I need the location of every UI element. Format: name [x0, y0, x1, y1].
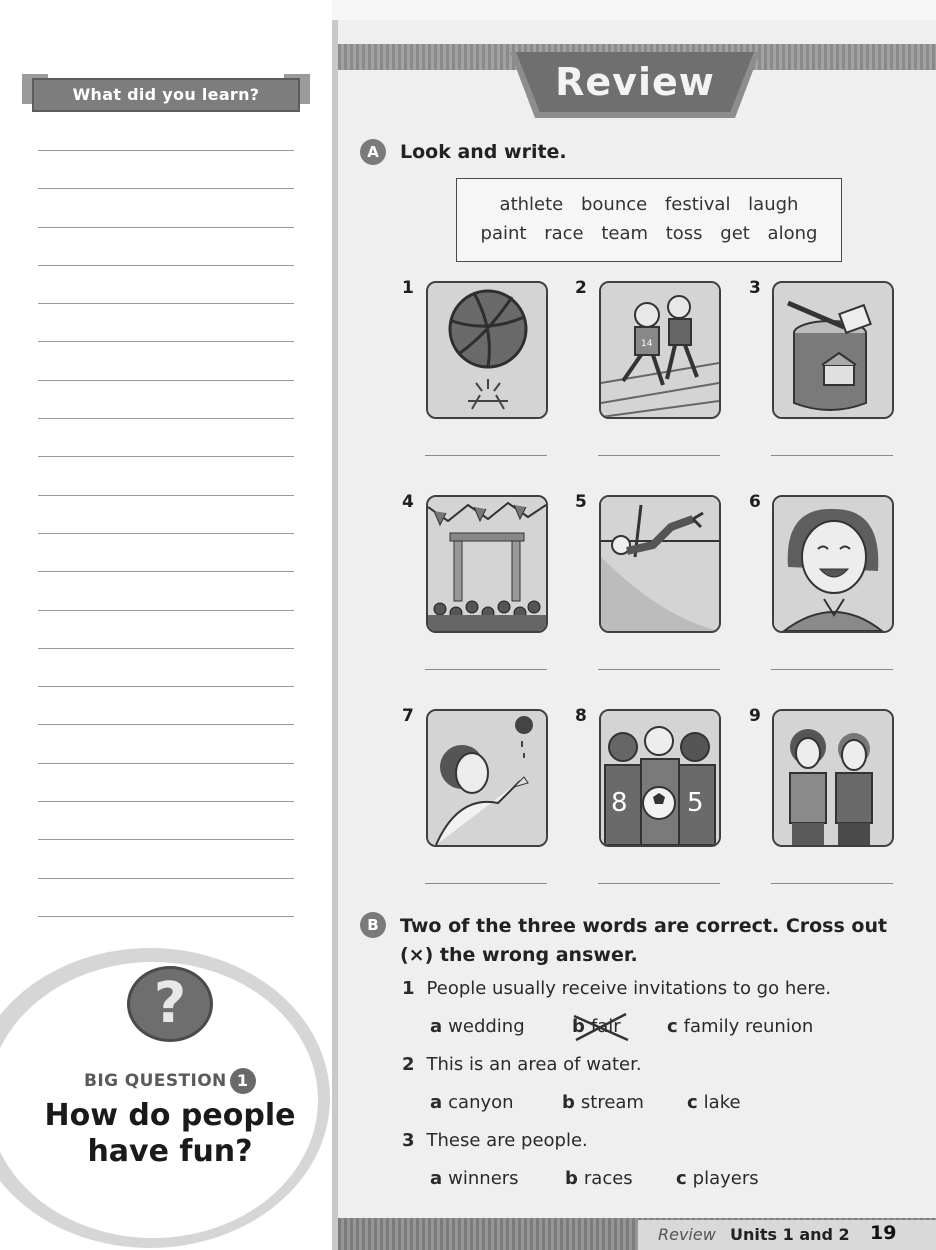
friends-get-along-icon [772, 709, 894, 847]
writing-line[interactable] [38, 342, 294, 380]
review-banner [510, 52, 760, 118]
big-question-label [84, 1068, 256, 1094]
svg-text:8: 8 [611, 788, 628, 818]
answer-line[interactable] [598, 669, 720, 670]
answer-line[interactable] [598, 455, 720, 456]
section-a-heading [360, 139, 567, 165]
question-text: People usually receive invitations to go here. [426, 978, 832, 999]
picture-number: 1 [402, 278, 414, 298]
festival-icon [426, 495, 548, 633]
question-text: This is an area of water. [426, 1054, 642, 1075]
svg-text:14: 14 [641, 339, 653, 349]
girl-toss-ball-icon [426, 709, 548, 847]
picture-number: 7 [402, 706, 414, 726]
footer-units: Units 1 and 2 [730, 1225, 850, 1244]
girls-race-icon [599, 281, 721, 419]
writing-line[interactable] [38, 496, 294, 534]
big-question-label-text: BIG QUESTION [84, 1071, 227, 1091]
option-2b[interactable] [562, 1092, 644, 1113]
page-number: 19 [870, 1222, 897, 1244]
question-mark-icon: ? [127, 966, 213, 1042]
question-number: 1 [402, 978, 415, 999]
word-bank [456, 178, 842, 262]
picture-number: 3 [749, 278, 761, 298]
writing-line[interactable] [38, 151, 294, 189]
section-a-title: Look and write. [400, 141, 567, 163]
option-letter: a [430, 1092, 443, 1113]
writing-line[interactable] [38, 419, 294, 457]
picture-number: 9 [749, 706, 761, 726]
option-text: players [692, 1168, 759, 1189]
section-b-badge: B [360, 912, 386, 938]
soccer-team-icon [599, 709, 721, 847]
option-3c[interactable] [676, 1168, 759, 1189]
svg-text:5: 5 [687, 788, 704, 818]
writing-line[interactable] [38, 228, 294, 266]
section-a-badge: A [360, 139, 386, 165]
option-text: stream [580, 1092, 644, 1113]
picture-number: 4 [402, 492, 414, 512]
big-question-number: 1 [230, 1068, 256, 1094]
writing-line[interactable] [38, 304, 294, 342]
option-letter: b [572, 1016, 585, 1037]
option-1a[interactable] [430, 1016, 525, 1037]
section-b-heading [360, 912, 890, 970]
option-1c[interactable] [667, 1016, 813, 1037]
writing-line[interactable] [38, 189, 294, 227]
basketball-bounce-icon [426, 281, 548, 419]
option-3b[interactable] [565, 1168, 633, 1189]
answer-line[interactable] [425, 669, 547, 670]
writing-line[interactable] [38, 764, 294, 802]
writing-line[interactable] [38, 879, 294, 917]
option-letter: c [687, 1092, 698, 1113]
answer-line[interactable] [425, 455, 547, 456]
option-letter: a [430, 1168, 443, 1189]
writing-line[interactable] [38, 266, 294, 304]
option-letter: b [562, 1092, 575, 1113]
crossed-option [572, 1016, 621, 1037]
option-letter: c [667, 1016, 678, 1037]
writing-line[interactable] [38, 381, 294, 419]
option-1b[interactable] [572, 1016, 621, 1037]
section-b-title: Two of the three words are correct. Cross out (×) the wrong answer. [400, 915, 888, 966]
footer [638, 1220, 936, 1250]
big-question-title: How do people have fun? [44, 1098, 296, 1169]
picture-number: 2 [575, 278, 587, 298]
writing-line[interactable] [38, 725, 294, 763]
question-2 [402, 1054, 642, 1075]
option-text: fair [590, 1016, 621, 1037]
writing-line[interactable] [38, 802, 294, 840]
word-bank-row: paint race team toss get along [480, 223, 818, 244]
footer-section: Review [658, 1225, 716, 1244]
answer-line[interactable] [771, 455, 893, 456]
picture-number: 6 [749, 492, 761, 512]
question-number: 2 [402, 1054, 415, 1075]
option-text: lake [703, 1092, 741, 1113]
answer-line[interactable] [771, 883, 893, 884]
option-letter: c [676, 1168, 687, 1189]
answer-line[interactable] [425, 883, 547, 884]
question-1 [402, 978, 831, 999]
answer-line[interactable] [598, 883, 720, 884]
picture-number: 8 [575, 706, 587, 726]
ribbon-label: What did you learn? [72, 85, 260, 104]
question-text: These are people. [426, 1130, 588, 1151]
option-text: wedding [448, 1016, 525, 1037]
page-title: Review [555, 60, 715, 104]
what-did-you-learn-ribbon [22, 74, 310, 116]
writing-line[interactable] [38, 457, 294, 495]
option-text: canyon [448, 1092, 514, 1113]
option-text: family reunion [683, 1016, 814, 1037]
question-3 [402, 1130, 588, 1151]
option-letter: a [430, 1016, 443, 1037]
question-number: 3 [402, 1130, 415, 1151]
option-text: winners [448, 1168, 519, 1189]
writing-line[interactable] [38, 611, 294, 649]
picture-number: 5 [575, 492, 587, 512]
option-2c[interactable] [687, 1092, 741, 1113]
paint-can-icon [772, 281, 894, 419]
writing-line[interactable] [38, 534, 294, 572]
option-3a[interactable] [430, 1168, 519, 1189]
pole-vault-athlete-icon [599, 495, 721, 633]
option-letter: b [565, 1168, 578, 1189]
writing-lines [38, 150, 294, 917]
answer-line[interactable] [771, 669, 893, 670]
word-bank-row: athlete bounce festival laugh [499, 194, 799, 215]
option-2a[interactable] [430, 1092, 514, 1113]
writing-line[interactable] [38, 572, 294, 610]
laughing-girl-icon [772, 495, 894, 633]
writing-line[interactable] [38, 840, 294, 878]
writing-line[interactable] [38, 687, 294, 725]
option-text: races [583, 1168, 633, 1189]
writing-line[interactable] [38, 649, 294, 687]
